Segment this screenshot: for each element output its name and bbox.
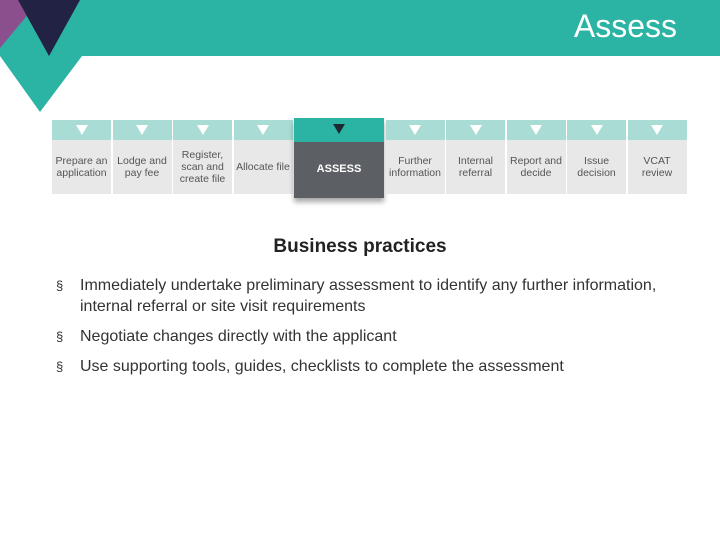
step-label: Further information — [389, 155, 441, 179]
triangle-down-icon — [197, 125, 209, 135]
bullet-marker: § — [56, 359, 64, 374]
triangle-down-icon — [470, 125, 482, 135]
triangle-down-icon — [257, 125, 269, 135]
step-further-information — [386, 120, 445, 194]
step-assess — [294, 118, 384, 198]
step-label: Lodge and pay fee — [117, 155, 167, 179]
step-label: VCAT review — [641, 155, 673, 179]
victoria-v-logo-icon — [0, 0, 82, 112]
step-label: Internal referral — [457, 155, 494, 179]
bullet-marker: § — [56, 278, 64, 293]
step-prepare-application — [52, 120, 111, 194]
step-internal-referral — [446, 120, 505, 194]
step-label: Register, scan and create file — [179, 149, 226, 185]
step-issue-decision — [567, 120, 626, 194]
triangle-down-icon — [591, 125, 603, 135]
bullet-item — [56, 326, 686, 347]
step-label: ASSESS — [316, 163, 362, 175]
step-label: Report and decide — [510, 155, 562, 179]
triangle-down-icon — [76, 125, 88, 135]
triangle-down-icon — [530, 125, 542, 135]
bullet-text: Negotiate changes directly with the applicant — [80, 328, 397, 345]
triangle-down-icon — [136, 125, 148, 135]
bullet-text: Use supporting tools, guides, checklists to complete the assessment — [80, 358, 564, 375]
section-heading: Business practices — [273, 236, 447, 257]
step-label: Allocate file — [236, 161, 290, 173]
step-report-and-decide — [507, 120, 566, 194]
step-lodge-pay-fee — [113, 120, 172, 194]
triangle-down-icon — [409, 125, 421, 135]
step-label: Prepare an application — [55, 155, 108, 179]
bullet-list — [56, 275, 686, 386]
bullet-item — [56, 356, 686, 377]
bullet-marker: § — [56, 329, 64, 344]
triangle-down-icon — [333, 124, 345, 134]
step-register-scan-create-file — [173, 120, 232, 194]
bullet-item — [56, 275, 686, 317]
step-label: Issue decision — [577, 155, 616, 179]
bullet-text: Immediately undertake preliminary assessment to identify any further information, internal referral or site visit requirements — [80, 277, 657, 315]
process-flow — [52, 118, 684, 200]
step-allocate-file — [234, 120, 293, 194]
step-vcat-review — [628, 120, 687, 194]
slide-title: Assess — [573, 8, 677, 44]
triangle-down-icon — [651, 125, 663, 135]
